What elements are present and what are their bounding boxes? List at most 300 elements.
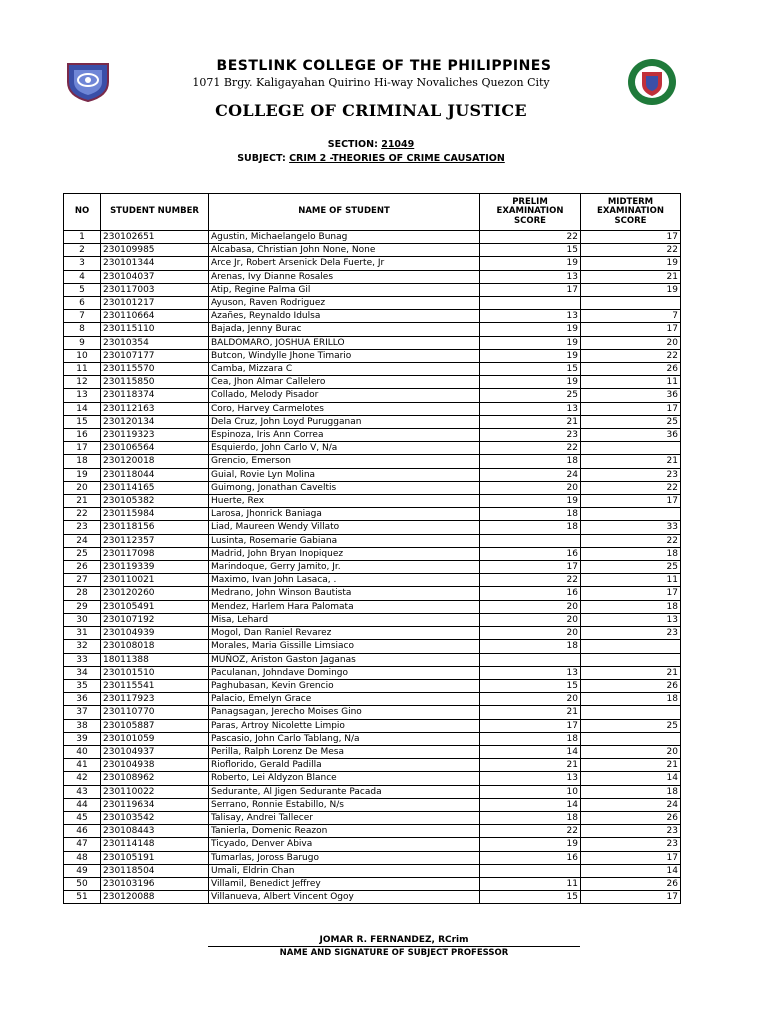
subject-label: SUBJECT: bbox=[237, 153, 286, 164]
student-number: 230117003 bbox=[101, 283, 209, 296]
student-name: Larosa, Jhonrick Baniaga bbox=[209, 508, 480, 521]
student-number: 230110770 bbox=[101, 706, 209, 719]
signature-line bbox=[208, 946, 580, 947]
prelim-score: 25 bbox=[480, 389, 581, 402]
college-title: COLLEGE OF CRIMINAL JUSTICE bbox=[215, 101, 527, 120]
table-row bbox=[64, 231, 681, 244]
student-name: Atip, Regine Palma Gil bbox=[209, 283, 480, 296]
prelim-score bbox=[480, 864, 581, 877]
midterm-score: 22 bbox=[581, 534, 681, 547]
table-row bbox=[64, 838, 681, 851]
prelim-score: 20 bbox=[480, 481, 581, 494]
school-name: BESTLINK COLLEGE OF THE PHILIPPINES bbox=[216, 58, 552, 74]
student-name: Liad, Maureen Wendy Villato bbox=[209, 521, 480, 534]
table-row bbox=[64, 693, 681, 706]
row-no: 48 bbox=[64, 851, 101, 864]
prelim-score: 22 bbox=[480, 825, 581, 838]
student-name: Guimong, Jonathan Caveltis bbox=[209, 481, 480, 494]
col-header-midterm: MIDTERM EXAMINATION SCORE bbox=[581, 194, 681, 231]
student-name: Collado, Melody Pisador bbox=[209, 389, 480, 402]
student-number: 230110022 bbox=[101, 785, 209, 798]
row-no: 11 bbox=[64, 363, 101, 376]
midterm-score: 24 bbox=[581, 798, 681, 811]
student-number: 230115570 bbox=[101, 363, 209, 376]
prelim-score bbox=[480, 653, 581, 666]
row-no: 15 bbox=[64, 415, 101, 428]
midterm-score: 22 bbox=[581, 349, 681, 362]
midterm-score: 26 bbox=[581, 877, 681, 890]
student-name: Grencio, Emerson bbox=[209, 455, 480, 468]
midterm-score: 25 bbox=[581, 719, 681, 732]
table-row bbox=[64, 891, 681, 904]
row-no: 37 bbox=[64, 706, 101, 719]
student-name: Misa, Lehard bbox=[209, 613, 480, 626]
student-number: 230115541 bbox=[101, 679, 209, 692]
midterm-score: 18 bbox=[581, 785, 681, 798]
student-number: 230112163 bbox=[101, 402, 209, 415]
midterm-score: 17 bbox=[581, 495, 681, 508]
row-no: 45 bbox=[64, 811, 101, 824]
prelim-score: 13 bbox=[480, 772, 581, 785]
midterm-score: 26 bbox=[581, 363, 681, 376]
table-row bbox=[64, 811, 681, 824]
student-name: Arenas, Ivy Dianne Rosales bbox=[209, 270, 480, 283]
signature-caption: NAME AND SIGNATURE OF SUBJECT PROFESSOR bbox=[279, 948, 509, 958]
midterm-score: 23 bbox=[581, 627, 681, 640]
prelim-score: 24 bbox=[480, 468, 581, 481]
prelim-score: 14 bbox=[480, 745, 581, 758]
midterm-score: 17 bbox=[581, 323, 681, 336]
student-number: 230107177 bbox=[101, 349, 209, 362]
student-name: Alcabasa, Christian John None, None bbox=[209, 244, 480, 257]
table-row bbox=[64, 257, 681, 270]
student-number: 230118374 bbox=[101, 389, 209, 402]
midterm-score: 20 bbox=[581, 336, 681, 349]
prelim-score: 20 bbox=[480, 613, 581, 626]
row-no: 17 bbox=[64, 442, 101, 455]
prelim-score: 15 bbox=[480, 679, 581, 692]
table-row bbox=[64, 613, 681, 626]
midterm-score bbox=[581, 732, 681, 745]
student-name: Rioflorido, Gerald Padilla bbox=[209, 759, 480, 772]
table-row bbox=[64, 495, 681, 508]
prelim-score: 18 bbox=[480, 732, 581, 745]
midterm-score: 25 bbox=[581, 561, 681, 574]
prelim-score: 15 bbox=[480, 891, 581, 904]
row-no: 40 bbox=[64, 745, 101, 758]
prelim-score: 19 bbox=[480, 257, 581, 270]
midterm-score bbox=[581, 297, 681, 310]
row-no: 4 bbox=[64, 270, 101, 283]
student-number: 230105887 bbox=[101, 719, 209, 732]
prelim-score: 22 bbox=[480, 574, 581, 587]
student-number: 230103542 bbox=[101, 811, 209, 824]
row-no: 21 bbox=[64, 495, 101, 508]
table-row bbox=[64, 363, 681, 376]
student-name: Morales, Maria Gissille Limsiaco bbox=[209, 640, 480, 653]
row-no: 13 bbox=[64, 389, 101, 402]
table-row bbox=[64, 402, 681, 415]
table-row bbox=[64, 732, 681, 745]
student-number: 230110664 bbox=[101, 310, 209, 323]
student-number: 230119634 bbox=[101, 798, 209, 811]
prelim-score bbox=[480, 534, 581, 547]
row-no: 20 bbox=[64, 481, 101, 494]
student-name: BALDOMARO, JOSHUA ERILLO bbox=[209, 336, 480, 349]
prelim-score: 18 bbox=[480, 640, 581, 653]
student-name: Palacio, Emelyn Grace bbox=[209, 693, 480, 706]
student-number: 230105382 bbox=[101, 495, 209, 508]
table-row bbox=[64, 547, 681, 560]
prelim-score: 14 bbox=[480, 798, 581, 811]
prelim-score: 19 bbox=[480, 376, 581, 389]
row-no: 10 bbox=[64, 349, 101, 362]
table-row bbox=[64, 706, 681, 719]
table-row bbox=[64, 270, 681, 283]
prelim-score: 20 bbox=[480, 600, 581, 613]
midterm-score: 36 bbox=[581, 429, 681, 442]
prelim-score: 13 bbox=[480, 310, 581, 323]
prelim-score bbox=[480, 297, 581, 310]
prelim-score: 16 bbox=[480, 547, 581, 560]
row-no: 36 bbox=[64, 693, 101, 706]
table-row bbox=[64, 389, 681, 402]
subject-line bbox=[0, 153, 742, 164]
table-row bbox=[64, 283, 681, 296]
prelim-score: 17 bbox=[480, 283, 581, 296]
midterm-score: 17 bbox=[581, 891, 681, 904]
row-no: 31 bbox=[64, 627, 101, 640]
student-name: Lusinta, Rosemarie Gabiana bbox=[209, 534, 480, 547]
row-no: 12 bbox=[64, 376, 101, 389]
row-no: 38 bbox=[64, 719, 101, 732]
student-name: Cea, Jhon Almar Callelero bbox=[209, 376, 480, 389]
table-row bbox=[64, 627, 681, 640]
row-no: 19 bbox=[64, 468, 101, 481]
student-name: Tanierla, Domenic Reazon bbox=[209, 825, 480, 838]
prelim-score: 19 bbox=[480, 323, 581, 336]
midterm-score: 18 bbox=[581, 693, 681, 706]
midterm-score: 21 bbox=[581, 666, 681, 679]
student-name: Tumarlas, Joross Barugo bbox=[209, 851, 480, 864]
prelim-score: 20 bbox=[480, 627, 581, 640]
row-no: 49 bbox=[64, 864, 101, 877]
table-row bbox=[64, 587, 681, 600]
table-row bbox=[64, 561, 681, 574]
row-no: 18 bbox=[64, 455, 101, 468]
row-no: 8 bbox=[64, 323, 101, 336]
prelim-score: 13 bbox=[480, 402, 581, 415]
prelim-score: 22 bbox=[480, 442, 581, 455]
row-no: 16 bbox=[64, 429, 101, 442]
midterm-score: 25 bbox=[581, 415, 681, 428]
row-no: 47 bbox=[64, 838, 101, 851]
student-number: 230118044 bbox=[101, 468, 209, 481]
student-number: 230117923 bbox=[101, 693, 209, 706]
student-name: Madrid, John Bryan Inopiquez bbox=[209, 547, 480, 560]
table-row bbox=[64, 759, 681, 772]
subject-value: CRIM 2 -THEORIES OF CRIME CAUSATION bbox=[289, 153, 505, 164]
midterm-score: 17 bbox=[581, 402, 681, 415]
student-number: 230104937 bbox=[101, 745, 209, 758]
professor-name: JOMAR R. FERNANDEZ, RCrim bbox=[319, 935, 469, 945]
row-no: 44 bbox=[64, 798, 101, 811]
student-number: 230120018 bbox=[101, 455, 209, 468]
student-name: Arce Jr, Robert Arsenick Dela Fuerte, Jr bbox=[209, 257, 480, 270]
row-no: 7 bbox=[64, 310, 101, 323]
table-row bbox=[64, 455, 681, 468]
student-name: Camba, Mizzara C bbox=[209, 363, 480, 376]
student-name: Paras, Artroy Nicolette Limpio bbox=[209, 719, 480, 732]
row-no: 5 bbox=[64, 283, 101, 296]
prelim-score: 18 bbox=[480, 811, 581, 824]
student-name: Villamil, Benedict Jeffrey bbox=[209, 877, 480, 890]
table-row bbox=[64, 785, 681, 798]
midterm-score bbox=[581, 706, 681, 719]
midterm-score: 14 bbox=[581, 772, 681, 785]
row-no: 29 bbox=[64, 600, 101, 613]
midterm-score: 23 bbox=[581, 468, 681, 481]
prelim-score: 10 bbox=[480, 785, 581, 798]
row-no: 28 bbox=[64, 587, 101, 600]
table-row bbox=[64, 679, 681, 692]
table-row bbox=[64, 297, 681, 310]
prelim-score: 21 bbox=[480, 706, 581, 719]
table-row bbox=[64, 376, 681, 389]
student-name: Butcon, Windylle Jhone Timario bbox=[209, 349, 480, 362]
table-row bbox=[64, 666, 681, 679]
student-number: 230109985 bbox=[101, 244, 209, 257]
table-row bbox=[64, 640, 681, 653]
student-name: MUÑOZ, Ariston Gaston Jaganas bbox=[209, 653, 480, 666]
row-no: 34 bbox=[64, 666, 101, 679]
student-number: 230108962 bbox=[101, 772, 209, 785]
col-header-prelim: PRELIM EXAMINATION SCORE bbox=[480, 194, 581, 231]
student-number: 230115984 bbox=[101, 508, 209, 521]
table-row bbox=[64, 719, 681, 732]
midterm-score: 13 bbox=[581, 613, 681, 626]
prelim-score: 15 bbox=[480, 244, 581, 257]
row-no: 30 bbox=[64, 613, 101, 626]
table-row bbox=[64, 653, 681, 666]
row-no: 25 bbox=[64, 547, 101, 560]
student-number: 230118156 bbox=[101, 521, 209, 534]
student-name: Paculanan, Johndave Domingo bbox=[209, 666, 480, 679]
prelim-score: 19 bbox=[480, 838, 581, 851]
row-no: 39 bbox=[64, 732, 101, 745]
row-no: 24 bbox=[64, 534, 101, 547]
student-name: Mogol, Dan Raniel Revarez bbox=[209, 627, 480, 640]
prelim-score: 20 bbox=[480, 693, 581, 706]
prelim-score: 19 bbox=[480, 336, 581, 349]
table-row bbox=[64, 336, 681, 349]
student-number: 230104938 bbox=[101, 759, 209, 772]
table-row bbox=[64, 244, 681, 257]
table-row bbox=[64, 745, 681, 758]
student-name: Agustin, Michaelangelo Bunag bbox=[209, 231, 480, 244]
midterm-score: 23 bbox=[581, 838, 681, 851]
prelim-score: 22 bbox=[480, 231, 581, 244]
student-number: 230120134 bbox=[101, 415, 209, 428]
table-row bbox=[64, 798, 681, 811]
midterm-score bbox=[581, 508, 681, 521]
midterm-score: 11 bbox=[581, 574, 681, 587]
row-no: 42 bbox=[64, 772, 101, 785]
table-row bbox=[64, 600, 681, 613]
midterm-score bbox=[581, 640, 681, 653]
student-name: Pascasio, John Carlo Tablang, N/a bbox=[209, 732, 480, 745]
midterm-score: 21 bbox=[581, 455, 681, 468]
prelim-score: 21 bbox=[480, 415, 581, 428]
prelim-score: 19 bbox=[480, 349, 581, 362]
student-number: 18011388 bbox=[101, 653, 209, 666]
student-number: 230101059 bbox=[101, 732, 209, 745]
prelim-score: 17 bbox=[480, 719, 581, 732]
prelim-score: 13 bbox=[480, 666, 581, 679]
student-number: 230119339 bbox=[101, 561, 209, 574]
midterm-score: 19 bbox=[581, 257, 681, 270]
student-name: Ticyado, Denver Abiva bbox=[209, 838, 480, 851]
student-number: 230101510 bbox=[101, 666, 209, 679]
table-row bbox=[64, 877, 681, 890]
midterm-score: 17 bbox=[581, 587, 681, 600]
section-line bbox=[0, 139, 742, 150]
row-no: 23 bbox=[64, 521, 101, 534]
row-no: 33 bbox=[64, 653, 101, 666]
midterm-score: 17 bbox=[581, 231, 681, 244]
col-header-student-number: STUDENT NUMBER bbox=[101, 194, 209, 231]
prelim-score: 13 bbox=[480, 270, 581, 283]
student-number: 230107192 bbox=[101, 613, 209, 626]
student-number: 230102651 bbox=[101, 231, 209, 244]
table-row bbox=[64, 825, 681, 838]
student-name: Talisay, Andrei Tallecer bbox=[209, 811, 480, 824]
student-name: Paghubasan, Kevin Grencio bbox=[209, 679, 480, 692]
student-name: Bajada, Jenny Burac bbox=[209, 323, 480, 336]
table-body bbox=[64, 231, 681, 904]
student-name: Marindoque, Gerry Jamito, Jr. bbox=[209, 561, 480, 574]
section-value: 21049 bbox=[381, 139, 415, 150]
table-row bbox=[64, 310, 681, 323]
midterm-score: 20 bbox=[581, 745, 681, 758]
prelim-score: 16 bbox=[480, 851, 581, 864]
student-name: Espinoza, Iris Ann Correa bbox=[209, 429, 480, 442]
midterm-score: 7 bbox=[581, 310, 681, 323]
student-number: 230120260 bbox=[101, 587, 209, 600]
midterm-score: 11 bbox=[581, 376, 681, 389]
student-name: Dela Cruz, John Loyd Purugganan bbox=[209, 415, 480, 428]
table-row bbox=[64, 349, 681, 362]
student-name: Perilla, Ralph Lorenz De Mesa bbox=[209, 745, 480, 758]
grades-table bbox=[63, 193, 681, 904]
student-name: Panagsagan, Jerecho Moises Gino bbox=[209, 706, 480, 719]
table-row bbox=[64, 574, 681, 587]
student-number: 230118504 bbox=[101, 864, 209, 877]
student-name: Medrano, John Winson Bautista bbox=[209, 587, 480, 600]
school-address: 1071 Brgy. Kaligayahan Quirino Hi-way Novaliches Quezon City bbox=[192, 76, 550, 89]
midterm-score: 26 bbox=[581, 811, 681, 824]
student-number: 230112357 bbox=[101, 534, 209, 547]
table-row bbox=[64, 534, 681, 547]
midterm-score: 22 bbox=[581, 244, 681, 257]
midterm-score: 26 bbox=[581, 679, 681, 692]
midterm-score: 22 bbox=[581, 481, 681, 494]
table-row bbox=[64, 851, 681, 864]
student-number: 230115850 bbox=[101, 376, 209, 389]
midterm-score: 19 bbox=[581, 283, 681, 296]
prelim-score: 21 bbox=[480, 759, 581, 772]
student-name: Mendez, Harlem Hara Palomata bbox=[209, 600, 480, 613]
midterm-score bbox=[581, 653, 681, 666]
midterm-score: 18 bbox=[581, 547, 681, 560]
row-no: 1 bbox=[64, 231, 101, 244]
table-row bbox=[64, 508, 681, 521]
student-number: 230101344 bbox=[101, 257, 209, 270]
student-number: 230110021 bbox=[101, 574, 209, 587]
student-number: 230108018 bbox=[101, 640, 209, 653]
midterm-score bbox=[581, 442, 681, 455]
student-number: 230104939 bbox=[101, 627, 209, 640]
student-name: Roberto, Lei Aldyzon Blance bbox=[209, 772, 480, 785]
student-number: 230105491 bbox=[101, 600, 209, 613]
row-no: 2 bbox=[64, 244, 101, 257]
row-no: 26 bbox=[64, 561, 101, 574]
table-row bbox=[64, 323, 681, 336]
row-no: 14 bbox=[64, 402, 101, 415]
student-number: 230106564 bbox=[101, 442, 209, 455]
table-row bbox=[64, 429, 681, 442]
table-row bbox=[64, 521, 681, 534]
prelim-score: 16 bbox=[480, 587, 581, 600]
student-number: 230114165 bbox=[101, 481, 209, 494]
table-row bbox=[64, 864, 681, 877]
row-no: 51 bbox=[64, 891, 101, 904]
student-number: 23010354 bbox=[101, 336, 209, 349]
student-name: Ayuson, Raven Rodriguez bbox=[209, 297, 480, 310]
row-no: 3 bbox=[64, 257, 101, 270]
row-no: 35 bbox=[64, 679, 101, 692]
col-header-name: NAME OF STUDENT bbox=[209, 194, 480, 231]
row-no: 27 bbox=[64, 574, 101, 587]
prelim-score: 11 bbox=[480, 877, 581, 890]
student-number: 230115110 bbox=[101, 323, 209, 336]
midterm-score: 23 bbox=[581, 825, 681, 838]
prelim-score: 23 bbox=[480, 429, 581, 442]
midterm-score: 36 bbox=[581, 389, 681, 402]
student-number: 230104037 bbox=[101, 270, 209, 283]
midterm-score: 17 bbox=[581, 851, 681, 864]
student-number: 230117098 bbox=[101, 547, 209, 560]
table-row bbox=[64, 442, 681, 455]
table-row bbox=[64, 415, 681, 428]
student-name: Villanueva, Albert Vincent Ogoy bbox=[209, 891, 480, 904]
student-number: 230114148 bbox=[101, 838, 209, 851]
table-row bbox=[64, 481, 681, 494]
row-no: 9 bbox=[64, 336, 101, 349]
section-label: SECTION: bbox=[327, 139, 378, 150]
row-no: 41 bbox=[64, 759, 101, 772]
midterm-score: 33 bbox=[581, 521, 681, 534]
row-no: 50 bbox=[64, 877, 101, 890]
row-no: 43 bbox=[64, 785, 101, 798]
prelim-score: 18 bbox=[480, 508, 581, 521]
student-name: Azañes, Reynaldo Idulsa bbox=[209, 310, 480, 323]
table-header-row bbox=[64, 194, 681, 231]
student-name: Guial, Rovie Lyn Molina bbox=[209, 468, 480, 481]
student-number: 230108443 bbox=[101, 825, 209, 838]
prelim-score: 19 bbox=[480, 495, 581, 508]
midterm-score: 14 bbox=[581, 864, 681, 877]
